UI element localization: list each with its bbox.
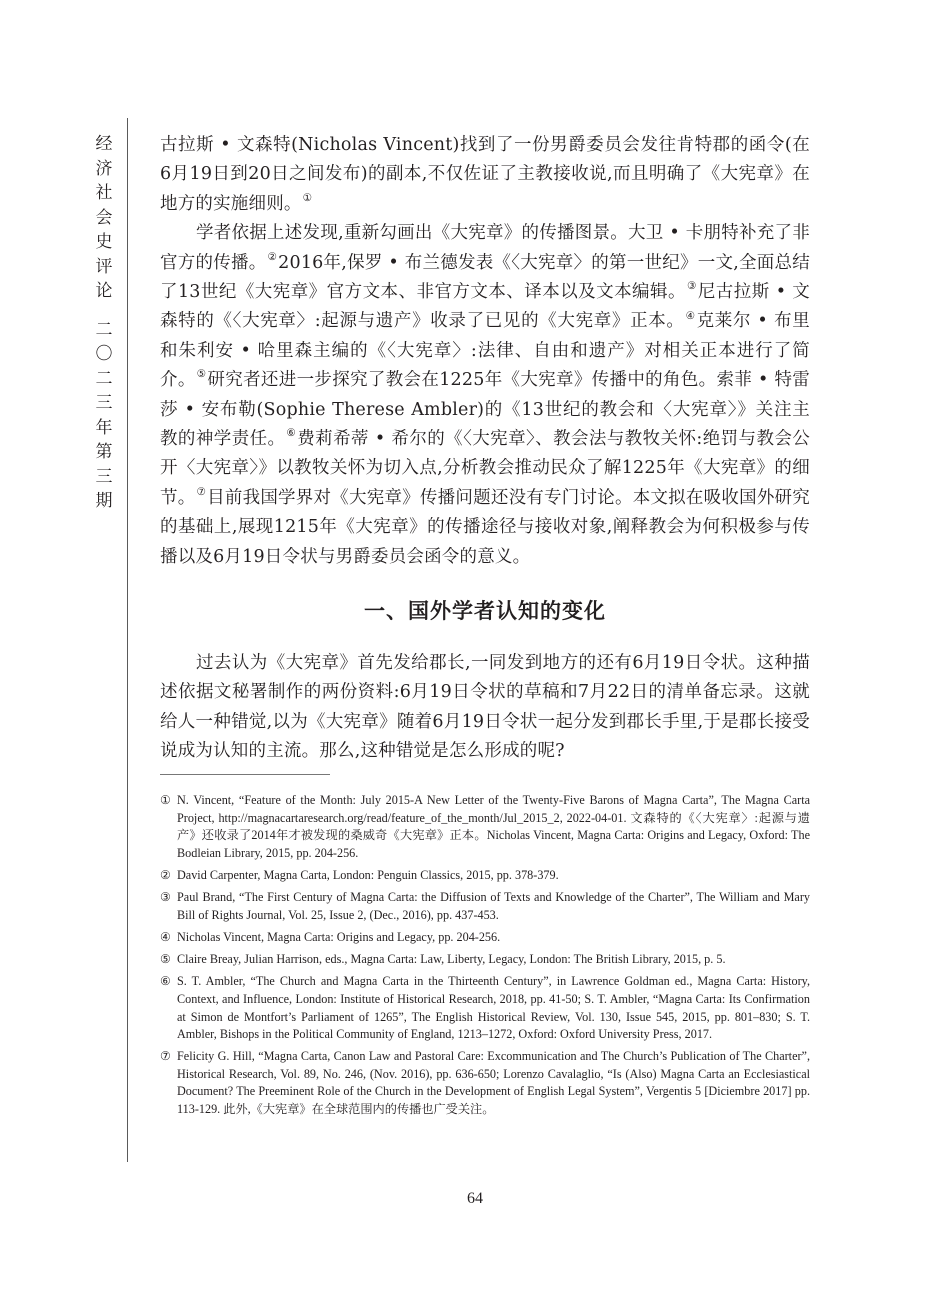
footnote-ref[interactable]: ⑥ <box>286 427 297 440</box>
footnote-text: Felicity G. Hill, “Magna Carta, Canon Law and Pastoral Care: Excommunication and The Church’s Publication of The Charter”, Historical Research, Vol. 89, No. 246, (Nov. 2016), pp. 636-650; Lorenzo Cavalaglio, “Is (Also) Magna Carta an Ecclesiastical Document? The Preeminent Role of the Church in the Development of English Legal System”, Vergentis 5 [Diciembre 2017] pp. 113-129. 此外,《大宪章》在全球范围内的传播也广受关注。 <box>177 1049 810 1117</box>
footnote-text: N. Vincent, “Feature of the Month: July 2015-A New Letter of the Twenty-Five Barons of Magna Carta”, The Magna Carta Project, http://magnacartaresearch.org/read/feature_of_the_month/Jul_2015_2, 2022-04-01. 文森特的《〈大宪章〉:起源与遗产》还收录了2014年才被发现的桑威奇《大宪章》正本。Nicholas Vincent, Magna Carta: Origins and Legacy, Oxford: The Bodleian Library, 2015, pp. 204-256. <box>177 793 810 860</box>
journal-side-title <box>92 132 116 514</box>
footnote <box>160 929 810 947</box>
paragraph-2-text: 费莉希蒂 • 希尔的《〈大宪章〉、教会法与教牧关怀:绝罚与教会公开〈大宪章〉》以教牧关怀为切入点,分析教会推动民众了解1225年《大宪章》的细节。 <box>160 429 810 508</box>
journal-issue-char: 〇 <box>95 344 113 364</box>
footnote-text: Paul Brand, “The First Century of Magna Carta: the Diffusion of Texts and Knowledge of the Charter”, The William and Mary Bill of Rights Journal, Vol. 25, Issue 2, (Dec., 2016), pp. 437-453. <box>177 890 810 922</box>
footnote-number: ⑦ <box>160 1049 171 1064</box>
footnote-ref[interactable]: ⑦ <box>196 486 207 498</box>
journal-title-char: 评 <box>95 256 113 277</box>
footnote <box>160 889 810 924</box>
journal-issue-char: 二 <box>95 368 113 389</box>
journal-issue-char: 第 <box>95 442 113 462</box>
journal-title-char: 史 <box>95 232 113 252</box>
footnote-ref[interactable]: ① <box>302 191 313 204</box>
paragraph-3: 过去认为《大宪章》首先发给郡长,一同发到地方的还有6月19日令状。这种描述依据文秘署制作的两份资料:6月19日令状的草稿和7月22日的清单备忘录。这就给人一种错觉,以为《大宪章》随着6月19日令状一起分发到郡长手里,于是郡长接受说成为认知的主流。那么,这种错觉是怎么形成的呢? <box>160 653 810 762</box>
journal-title-char: 社 <box>95 183 113 203</box>
footnote-number: ① <box>160 793 171 807</box>
footnote-number: ⑥ <box>160 974 171 989</box>
footnote-ref[interactable]: ④ <box>685 309 696 322</box>
journal-title-char: 论 <box>95 281 113 301</box>
journal-title-char: 济 <box>95 158 113 179</box>
footnote-ref[interactable]: ② <box>267 250 278 263</box>
footnote <box>160 1048 810 1118</box>
section-heading: 一、国外学者认知的变化 <box>364 599 606 623</box>
journal-title-char: 会 <box>95 207 113 228</box>
paragraph-2-text: 克莱尔 • 布里和朱利安 • 哈里森主编的《〈大宪章〉:法律、自由和遗产》对相关正本进行了简介。 <box>160 311 810 391</box>
footnote-ref[interactable]: ⑤ <box>196 368 207 381</box>
paragraph-2-text: 研究者还进一步探究了教会在1225年《大宪章》传播中的角色。索菲 • 特雷莎 • 安布勒(Sophie Therese Ambler)的《13世纪的教会和〈大宪章〉》关注主教的神学责任。 <box>160 370 810 450</box>
paragraph-1 <box>160 131 810 219</box>
paragraph-2-text: 尼古拉斯 • 文森特的《〈大宪章〉:起源与遗产》收录了已见的《大宪章》正本。 <box>160 282 810 332</box>
footnote-number: ② <box>160 867 171 882</box>
paragraph-1-text: 古拉斯 • 文森特(Nicholas Vincent)找到了一份男爵委员会发往肯特郡的函令(在6月19日到20日之间发布)的副本,不仅佐证了主教接收说,而且明确了《大宪章》在地方的实施细则。 <box>160 135 810 214</box>
footnote-separator <box>160 774 330 775</box>
footnote-ref[interactable]: ③ <box>686 280 697 293</box>
footnote-text: Claire Breay, Julian Harrison, eds., Magna Carta: Law, Liberty, Legacy, London: The British Library, 2015, p. 5. <box>177 952 726 967</box>
footnote <box>160 951 810 969</box>
footnote-text: Nicholas Vincent, Magna Carta: Origins and Legacy, pp. 204-256. <box>177 929 501 944</box>
page-number: 64 <box>467 1190 483 1207</box>
footnote <box>160 792 810 862</box>
paragraph-2-text: 2016年,保罗 • 布兰德发表《〈大宪章〉的第一世纪》一文,全面总结了13世纪《大宪章》官方文本、非官方文本、译本以及文本编辑。 <box>160 252 810 303</box>
journal-issue-char: 三 <box>95 466 113 487</box>
footnote-text: S. T. Ambler, “The Church and Magna Carta in the Thirteenth Century”, in Lawrence Goldman ed., Magna Carta: History, Context, and Influence, London: Institute of Historical Research, 2018, pp. 41-50; S. T. Ambler, “Magna Carta: Its Confirmation at Simon de Montfort’s Parliament of 1265”, The English Historical Review, Vol. 130, Issue 545, 2015, pp. 801–830; S. T. Ambler, Bishops in the Political Community of England, 1213–1272, Oxford: Oxford University Press, 2017. <box>177 974 810 1042</box>
footnote-number: ⑤ <box>160 952 171 967</box>
body-text-bottom <box>160 649 810 767</box>
paragraph-2-text: 目前我国学界对《大宪章》传播问题还没有专门讨论。本文拟在吸收国外研究的基础上,展现1215年《大宪章》的传播途径与接收对象,阐释教会为何积极参与传播以及6月19日令状与男爵委员会函令的意义。 <box>160 487 810 567</box>
body-text-top <box>160 131 810 572</box>
journal-issue-char: 二 <box>95 319 113 340</box>
footnotes <box>160 792 810 1123</box>
journal-issue-char: 年 <box>95 417 113 438</box>
journal-issue-char: 三 <box>95 393 113 413</box>
paragraph-2 <box>160 219 810 572</box>
footnote-number: ④ <box>160 929 171 944</box>
footnote <box>160 973 810 1043</box>
paragraph-2-text: 学者依据上述发现,重新勾画出《大宪章》的传播图景。大卫 • 卡朋特补充了非官方的传播。 <box>160 223 810 273</box>
journal-issue-char: 期 <box>95 491 113 511</box>
side-vertical-rule <box>127 118 128 1162</box>
footnote-text: David Carpenter, Magna Carta, London: Penguin Classics, 2015, pp. 378-379. <box>177 867 559 882</box>
footnote <box>160 867 810 885</box>
journal-title-char: 经 <box>95 134 113 154</box>
footnote-number: ③ <box>160 890 171 905</box>
